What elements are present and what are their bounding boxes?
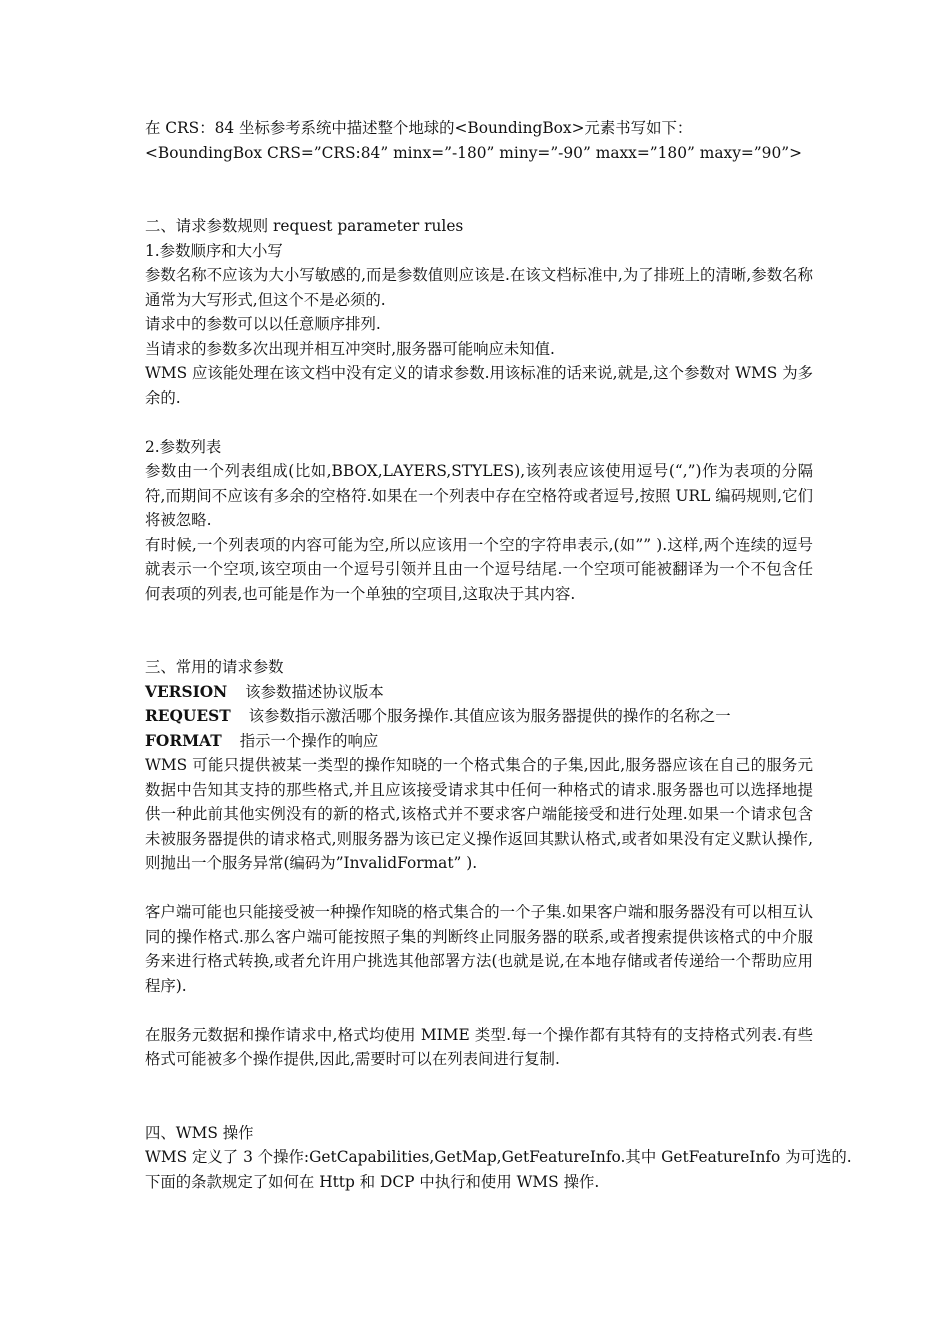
section2-heading: 二、请求参数规则 request parameter rules <box>145 217 464 235</box>
intro-line-1: 在 CRS：84 坐标参考系统中描述整个地球的<BoundingBox>元素书写如下： <box>145 119 693 137</box>
section2-paragraph-6: 有时候,一个列表项的内容可能为空,所以应该用一个空的字符串表示,(如”” ).这样,两个连续的逗号就表示一个空项,该空项由一个逗号引领并且由一个逗号结尾.一个空项可能被翻译为一个不包含任何表项的列表,也可能是作为一个单独的空项目,这取决于其内容. <box>145 535 813 603</box>
section4-paragraph-1: WMS 定义了 3 个操作:GetCapabilities,GetMap,GetFeatureInfo.其中 GetFeatureInfo 为可选的. <box>145 1148 852 1166</box>
section2-paragraph-5: 参数由一个列表组成(比如,BBOX,LAYERS,STYLES),该列表应该使用逗号(“,”)作为表项的分隔符,而期间不应该有多余的空格符.如果在一个列表中存在空格符或者逗号,按照 URL 编码规则,它们将被忽略. <box>145 462 813 529</box>
intro-line-2: <BoundingBox CRS=”CRS:84” minx=”-180” miny=”-90” maxx=”180” maxy=”90”> <box>145 143 803 162</box>
section2-paragraph-1: 参数名称不应该为大小写敏感的,而是参数值则应该是.在该文档标准中,为了排班上的清晰,参数名称通常为大写形式,但这个不是必须的. <box>145 266 813 309</box>
section4-paragraph-2: 下面的条款规定了如何在 Http 和 DCP 中执行和使用 WMS 操作. <box>145 1172 600 1191</box>
section3-heading: 三、常用的请求参数 <box>145 658 284 676</box>
section2-paragraph-2: 请求中的参数可以以任意顺序排列. <box>145 315 381 333</box>
section2-paragraph-4: WMS 应该能处理在该文档中没有定义的请求参数.用该标准的话来说,就是,这个参数对 WMS 为多余的. <box>145 364 813 407</box>
spacer <box>145 606 813 655</box>
spacer <box>145 1072 813 1121</box>
document-body <box>145 116 852 1194</box>
spacer <box>145 876 813 901</box>
spacer <box>145 998 813 1023</box>
param-version <box>145 680 813 705</box>
param-desc: 该参数指示激活哪个服务操作.其值应该为服务器提供的操作的名称之一 <box>248 707 731 725</box>
param-format <box>145 729 813 754</box>
section3-paragraph-1: WMS 可能只提供被某一类型的操作知晓的一个格式集合的子集,因此,服务器应该在自己的服务元数据中告知其支持的那些格式,并且应该接受请求其中任何一种格式的请求.服务器也可以选择地提供一种此前其他实例没有的新的格式,该格式并不要求客户端能接受和进行处理.如果一个请求包含未被服务器提供的请求格式,则服务器为该已定义操作返回其默认格式,或者如果没有定义默认操作,则抛出一个服务异常(编码为”InvalidFormat” ). <box>145 756 813 872</box>
section2-sub1-heading: 1.参数顺序和大小写 <box>145 241 283 260</box>
section3-paragraph-2: 客户端可能也只能接受被一种操作知晓的格式集合的一个子集.如果客户端和服务器没有可以相互认同的操作格式.那么客户端可能按照子集的判断终止同服务器的联系,或者搜索提供该格式的中介服务来进行格式转换,或者允许用户挑选其他部署方法(也就是说,在本地存储或者传递给一个帮助应用程序). <box>145 903 813 995</box>
param-desc: 该参数描述协议版本 <box>245 682 384 701</box>
param-term: REQUEST <box>145 707 231 725</box>
section4-heading: 四、WMS 操作 <box>145 1123 254 1142</box>
spacer <box>145 165 813 214</box>
param-term: FORMAT <box>145 731 222 750</box>
spacer <box>145 410 813 435</box>
section3-paragraph-3: 在服务元数据和操作请求中,格式均使用 MIME 类型.每一个操作都有其特有的支持格式列表.有些格式可能被多个操作提供,因此,需要时可以在列表间进行复制. <box>145 1025 813 1068</box>
section2-sub2-heading: 2.参数列表 <box>145 437 222 456</box>
section2-paragraph-3: 当请求的参数多次出现并相互冲突时,服务器可能响应未知值. <box>145 339 555 358</box>
param-term: VERSION <box>145 682 228 701</box>
param-desc: 指示一个操作的响应 <box>239 731 379 750</box>
param-request <box>145 704 813 729</box>
